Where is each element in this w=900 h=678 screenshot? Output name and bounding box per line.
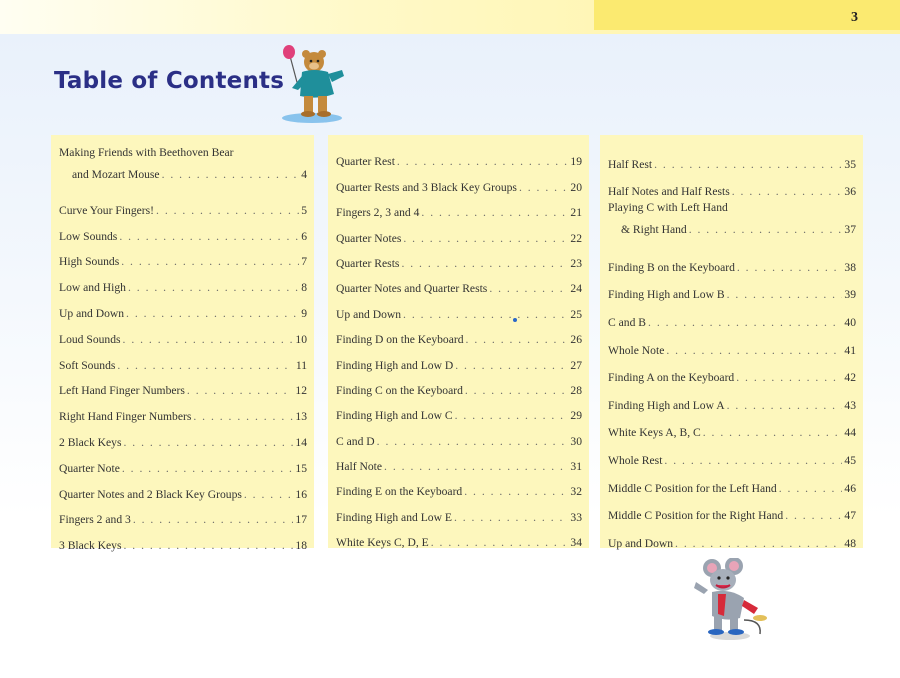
toc-entry-title: Up and Down [336, 307, 402, 321]
beethoven-bear-illustration [278, 42, 350, 124]
toc-entry-page: 27 [570, 358, 582, 372]
toc-entry-title: Right Hand Finger Numbers [59, 410, 192, 424]
toc-entry-title: Half Notes and Half Rests [608, 185, 730, 199]
toc-entry [608, 522, 856, 550]
dot-leader [666, 344, 842, 357]
toc-entry-page: 12 [295, 384, 307, 398]
toc-entry-title: Quarter Notes and 2 Black Key Groups [59, 487, 242, 501]
toc-entry-title: Up and Down [59, 306, 125, 320]
toc-entry [59, 320, 307, 346]
toc-entry-page: 19 [570, 155, 582, 169]
toc-entry [608, 495, 856, 523]
toc-entry-page: 23 [570, 256, 582, 270]
toc-entry-page: 41 [844, 343, 856, 357]
toc-entry-title: Middle C Position for the Right Hand [608, 509, 784, 523]
dot-leader [162, 168, 300, 181]
toc-entry-page: 13 [295, 410, 307, 424]
toc-entry-page: 17 [295, 513, 307, 527]
dot-leader [156, 204, 299, 217]
dot-leader [732, 185, 843, 198]
toc-entry-title: Quarter Rests and 3 Black Key Groups [336, 180, 517, 194]
toc-entry-page: 10 [295, 332, 307, 346]
dot-leader [122, 462, 294, 475]
dot-leader [128, 281, 299, 294]
toc-entry-title-continued: and Mozart Mouse [72, 168, 160, 181]
dot-leader [689, 223, 843, 236]
dot-leader [403, 308, 568, 321]
dot-leader [121, 255, 299, 268]
toc-entry [608, 357, 856, 385]
toc-entry-title: Fingers 2, 3 and 4 [336, 206, 420, 220]
toc-entry-page: 32 [570, 485, 582, 499]
toc-entry [608, 274, 856, 302]
toc-entry [336, 295, 582, 320]
dot-leader [397, 155, 568, 168]
dot-leader [193, 410, 293, 423]
toc-entry-page: 40 [844, 315, 856, 329]
dot-leader [403, 232, 568, 245]
dot-leader [737, 261, 843, 274]
toc-entry-title: C and B [608, 315, 647, 329]
toc-entry [59, 397, 307, 423]
toc-entry-title: Finding High and Low C [336, 409, 453, 423]
dot-leader [133, 513, 294, 526]
toc-entry-page: 18 [295, 539, 307, 553]
toc-entry-page: 46 [844, 481, 856, 495]
toc-entry [336, 498, 582, 523]
dot-leader [648, 316, 842, 329]
dot-leader [123, 333, 294, 346]
toc-entry [608, 198, 856, 246]
toc-entry-title: Finding High and Low E [336, 510, 452, 524]
toc-entry [336, 245, 582, 270]
toc-entry [59, 423, 307, 449]
toc-entry [608, 143, 856, 171]
toc-entry-title: Quarter Rests [336, 256, 400, 270]
toc-entry-title: Finding High and Low D [336, 358, 454, 372]
toc-entry-page: 25 [570, 307, 582, 321]
toc-entry-title: Middle C Position for the Left Hand [608, 481, 777, 495]
toc-entry [336, 422, 582, 447]
toc-column-1 [51, 135, 314, 553]
toc-entry-page: 20 [570, 180, 582, 194]
page-number-box [594, 0, 900, 30]
toc-entry-page: 34 [570, 536, 582, 550]
toc-entry-title: Up and Down [608, 536, 674, 550]
toc-entry-page: 38 [844, 260, 856, 274]
toc-entry [336, 448, 582, 473]
toc-entry-title: 3 Black Keys [59, 539, 122, 553]
toc-entry [59, 346, 307, 372]
dot-leader [675, 537, 842, 550]
dot-leader [464, 485, 568, 498]
toc-entry-title: Loud Sounds [59, 332, 121, 346]
toc-entry [336, 168, 582, 193]
dot-leader [736, 371, 842, 384]
dot-leader [123, 539, 293, 552]
toc-entry-page: 35 [844, 157, 856, 171]
toc-entry-page: 42 [844, 371, 856, 385]
toc-entry [608, 246, 856, 274]
dot-leader [244, 488, 294, 501]
toc-entry-page: 9 [301, 306, 307, 320]
toc-entry [59, 268, 307, 294]
toc-entry [336, 194, 582, 219]
toc-entry-title: White Keys A, B, C [608, 426, 701, 440]
toc-entry [336, 219, 582, 244]
dot-leader [727, 399, 843, 412]
toc-entry-page: 29 [570, 409, 582, 423]
toc-entry [59, 217, 307, 243]
toc-entry-title: Half Note [336, 460, 383, 474]
toc-entry [608, 412, 856, 440]
toc-entry-page: 22 [570, 231, 582, 245]
dot-leader [123, 436, 293, 449]
dot-leader [119, 230, 299, 243]
toc-entry-title: 2 Black Keys [59, 435, 122, 449]
dot-leader [785, 509, 842, 522]
toc-entry [336, 397, 582, 422]
toc-entry-page: 48 [844, 536, 856, 550]
blue-dot-mark [513, 318, 517, 322]
toc-entry-title: Finding D on the Keyboard [336, 333, 464, 347]
toc-entry-page: 16 [295, 487, 307, 501]
toc-entry-page: 30 [570, 434, 582, 448]
toc-entry-title: Low Sounds [59, 229, 118, 243]
toc-entry-title: Whole Note [608, 343, 665, 357]
dot-leader [401, 257, 568, 270]
toc-entry [59, 501, 307, 527]
toc-entry-page: 44 [844, 426, 856, 440]
toc-entry-page: 45 [844, 453, 856, 467]
dot-leader [126, 307, 299, 320]
toc-entry-title: C and D [336, 434, 375, 448]
toc-entry-title: Half Rest [608, 157, 653, 171]
dot-leader [489, 282, 568, 295]
toc-entry [608, 329, 856, 357]
toc-entry-page: 24 [570, 282, 582, 296]
toc-entry-page: 28 [570, 383, 582, 397]
toc-entry [59, 449, 307, 475]
toc-entry-page: 36 [844, 185, 856, 199]
toc-entry [336, 143, 582, 168]
toc-entry-page: 11 [295, 358, 307, 372]
page-title: Table of Contents [54, 68, 285, 94]
toc-entry-page: 8 [301, 281, 307, 295]
dot-leader [187, 384, 294, 397]
dot-leader [455, 359, 568, 372]
toc-entry-page: 5 [301, 203, 307, 217]
toc-entry-title: Finding B on the Keyboard [608, 260, 735, 274]
toc-entry-page: 31 [570, 460, 582, 474]
toc-entry [608, 439, 856, 467]
dot-leader [384, 460, 568, 473]
mozart-mouse-illustration [690, 558, 770, 642]
toc-entry-page: 6 [301, 229, 307, 243]
toc-entry-page: 26 [570, 333, 582, 347]
toc-column-2 [328, 135, 589, 548]
toc-entry [59, 294, 307, 320]
toc-entry-page: 14 [295, 435, 307, 449]
toc-entry-title: Low and High [59, 281, 126, 295]
toc-entry-title: Finding A on the Keyboard [608, 371, 735, 385]
dot-leader [377, 435, 569, 448]
toc-entry-title: Quarter Notes [336, 231, 402, 245]
page-number: 3 [851, 10, 858, 25]
dot-leader [465, 384, 569, 397]
dot-leader [654, 158, 842, 171]
toc-entry [608, 301, 856, 329]
dot-leader [466, 333, 569, 346]
dot-leader [431, 536, 569, 549]
toc-entry-page: 47 [844, 509, 856, 523]
toc-entry-page: 15 [295, 461, 307, 475]
dot-leader [455, 409, 569, 422]
toc-entry-title: Making Friends with Beethoven Bear [59, 146, 234, 159]
toc-entry-page: 4 [301, 168, 307, 181]
toc-entry-title: Quarter Notes and Quarter Rests [336, 282, 488, 296]
toc-entry-title: White Keys C, D, E [336, 536, 429, 550]
toc-entry-title: Finding E on the Keyboard [336, 485, 463, 499]
toc-entry-title: Soft Sounds [59, 358, 116, 372]
toc-entry-title: Fingers 2 and 3 [59, 513, 131, 527]
dot-leader [421, 206, 568, 219]
toc-entry-title: Playing C with Left Hand [608, 201, 728, 215]
toc-entry-title-continued: & Right Hand [621, 223, 687, 237]
toc-entry [336, 321, 582, 346]
toc-entry-page: 33 [570, 510, 582, 524]
toc-entry [59, 475, 307, 501]
dot-leader [727, 288, 843, 301]
toc-entry-title: Finding C on the Keyboard [336, 383, 463, 397]
dot-leader [519, 181, 568, 194]
toc-entry [608, 171, 856, 199]
toc-entry-page: 7 [301, 255, 307, 269]
toc-entry [336, 372, 582, 397]
toc-entry [608, 467, 856, 495]
toc-entry-page: 39 [844, 288, 856, 302]
toc-entry-title: Quarter Rest [336, 155, 395, 169]
toc-entry-page: 21 [570, 206, 582, 220]
toc-entry [59, 372, 307, 398]
toc-entry [336, 524, 582, 549]
dot-leader [664, 454, 842, 467]
toc-entry-title: Whole Rest [608, 453, 663, 467]
toc-entry-page: 37 [844, 223, 856, 237]
toc-entry [59, 243, 307, 269]
toc-entry [59, 191, 307, 217]
toc-entry-title: Quarter Note [59, 461, 120, 475]
toc-entry [336, 270, 582, 295]
toc-entry-title: Curve Your Fingers! [59, 203, 155, 217]
toc-entry-title: High Sounds [59, 255, 120, 269]
toc-column-3 [600, 135, 863, 548]
toc-entry [336, 346, 582, 371]
toc-entry [336, 473, 582, 498]
toc-entry [59, 526, 307, 552]
toc-entry-page: 43 [844, 398, 856, 412]
dot-leader [117, 359, 293, 372]
toc-entry-title: Left Hand Finger Numbers [59, 384, 185, 398]
dot-leader [454, 511, 568, 524]
dot-leader [703, 426, 843, 439]
toc-entry-title: Finding High and Low B [608, 288, 725, 302]
dot-leader [779, 482, 843, 495]
toc-entry [59, 143, 307, 191]
toc-entry-title: Finding High and Low A [608, 398, 725, 412]
toc-entry [608, 384, 856, 412]
